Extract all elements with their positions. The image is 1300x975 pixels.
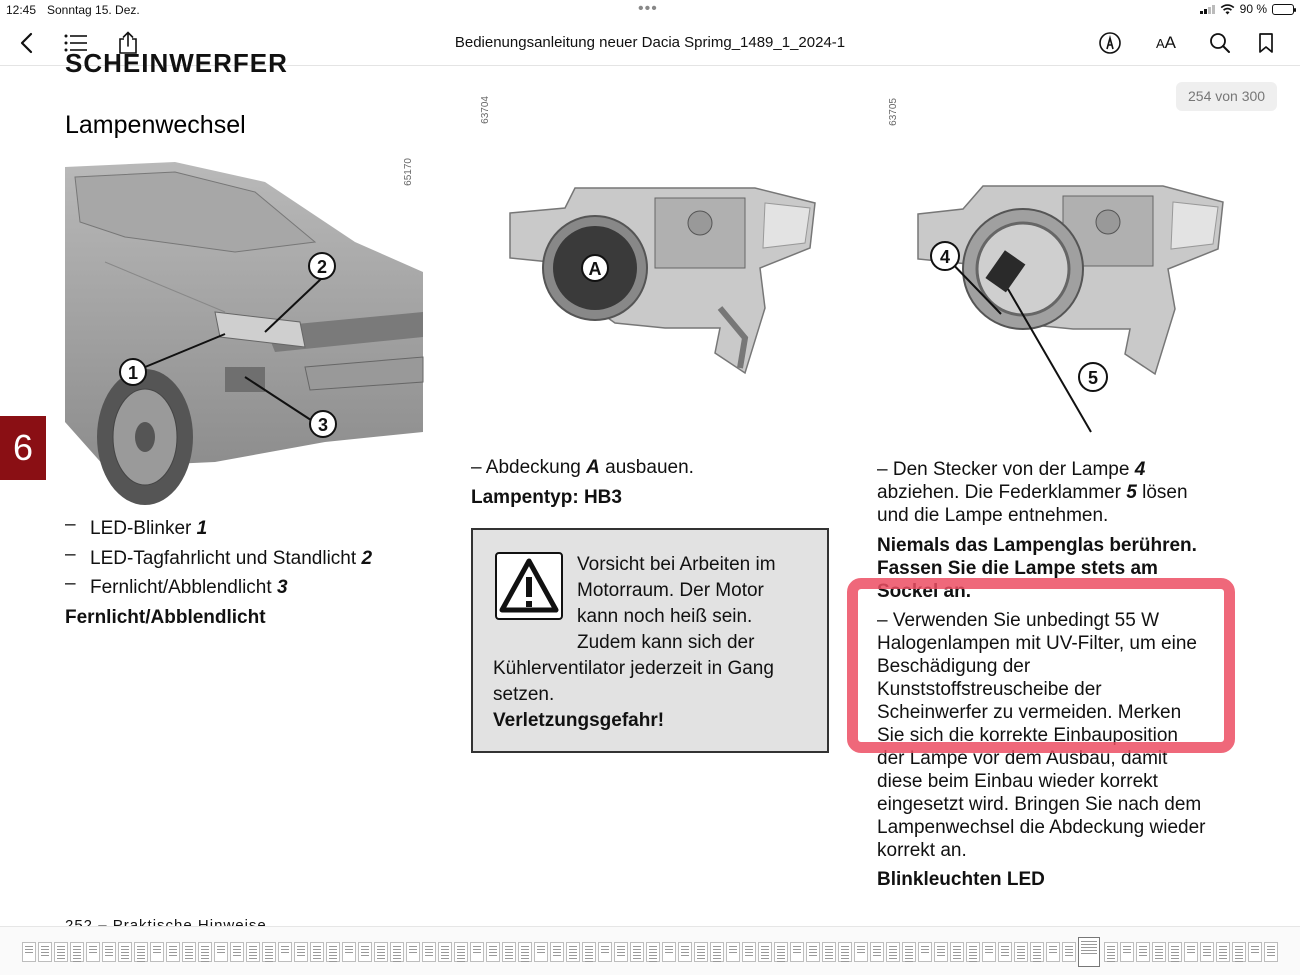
paragraph-line: Beschädigung der [877,656,1031,677]
figure-code: 63705 [888,98,899,126]
warning-line: Zudem kann sich der [577,632,755,653]
list-item-number: 3 [276,577,288,598]
callout-5-label: 5 [1087,368,1099,388]
instruction-unplug [877,458,1145,481]
page-counter: 254 von 300 [1176,82,1277,111]
page-thumbnail[interactable] [1104,942,1118,962]
page-thumbnail[interactable] [470,942,484,962]
callout-a-label: A [588,259,602,279]
instruction-text: lösen [1142,482,1188,503]
page-thumbnail[interactable] [294,942,308,962]
list-dash: – [65,544,76,565]
page-thumbnail[interactable] [278,942,292,962]
battery-icon [1272,4,1294,15]
chapter-tab: 6 [0,416,46,480]
page-thumbnail[interactable] [118,942,132,962]
page-thumbnail[interactable] [614,942,628,962]
page-thumbnail[interactable] [742,942,756,962]
page-thumbnail[interactable] [822,942,836,962]
list-item-text: Fernlicht/Abblendlicht [90,577,272,598]
list-item [65,514,425,542]
page-thumbnail[interactable] [1046,942,1060,962]
car-front-figure [65,162,423,507]
page-thumbnail[interactable] [166,942,180,962]
page-thumbnail[interactable] [790,942,804,962]
cut-heading: SCHEINWERFER [65,48,288,78]
warning-line: Vorsicht bei Arbeiten im [577,554,776,575]
status-right [1200,2,1294,16]
instruction-text: abziehen. Die Federklammer [877,482,1121,503]
page-thumbnail[interactable] [38,942,52,962]
document-title: Bedienungsanleitung neuer Dacia Sprimg_1489_1_2024-1 [454,34,846,51]
page-thumbnail[interactable] [326,942,340,962]
page-thumbnail[interactable] [966,942,980,962]
page-thumbnail[interactable] [646,942,660,962]
page-thumbnail[interactable] [982,942,996,962]
warning-danger: Verletzungsgefahr! [493,710,665,731]
page-thumbnail[interactable] [678,942,692,962]
instruction-prefix: – Abdeckung [471,457,581,478]
page-thumbnail[interactable] [1216,942,1230,962]
page-thumbnail[interactable] [134,942,148,962]
page-thumbnail[interactable] [1248,942,1262,962]
paragraph-line: der Lampe vor dem Ausbau, damit [877,748,1168,769]
page-thumbnail[interactable] [694,942,708,962]
battery-percent: 90 % [1239,2,1267,16]
page-thumbnail[interactable] [838,942,852,962]
callout-2-label: 2 [316,257,328,277]
page-thumbnail[interactable] [86,942,100,962]
instruction-number: 4 [1134,459,1146,480]
page-thumbnail[interactable] [1014,942,1028,962]
page-thumbnail[interactable] [726,942,740,962]
status-bar [0,0,1300,20]
page-thumbnail[interactable] [1200,942,1214,962]
search-icon[interactable] [1205,28,1235,58]
page-thumbnail[interactable] [502,942,516,962]
paragraph-line: diese beim Einbau wieder korrekt [877,771,1158,792]
paragraph-line: – Verwenden Sie unbedingt 55 W [877,610,1160,631]
page-thumbnail[interactable] [598,942,612,962]
list-item [65,544,425,572]
page-thumbnail[interactable] [566,942,580,962]
section-title: Lampenwechsel [65,111,246,139]
warning-line: Motorraum. Der Motor [577,580,764,601]
list-dash: – [65,573,76,594]
warning-line: kann noch heiß sein. [577,606,753,627]
page-thumbnail[interactable] [934,942,948,962]
bold-note-line: Fassen Sie die Lampe stets am [877,558,1158,579]
list-item [65,573,425,601]
paragraph-line: Kunststoffstreuscheibe der [877,679,1102,700]
warning-triangle-icon [495,552,563,620]
page-thumbnail[interactable] [550,942,564,962]
page-thumbnail[interactable] [518,942,532,962]
warning-line: Kühlerventilator jederzeit in Gang [493,658,774,679]
status-date: Sonntag 15. Dez. [47,3,140,17]
page-thumbnail[interactable] [902,942,916,962]
instruction-letter: A [586,457,600,478]
page-thumbnail[interactable] [1232,942,1246,962]
page-thumbnail[interactable] [1062,942,1076,962]
paragraph-line: eingesetzt wird. Bringen Sie nach dem [877,794,1202,815]
page-thumbnail[interactable] [758,942,772,962]
page-thumbnail[interactable] [262,942,276,962]
text-size-label: AA [1155,33,1176,52]
callout-1-label: 1 [127,363,139,383]
paragraph-line: korrekt an. [877,840,967,861]
page-thumbnail[interactable] [1184,942,1198,962]
page-thumbnail[interactable] [534,942,548,962]
page-thumbnail[interactable] [406,942,420,962]
page-thumbnail[interactable] [918,942,932,962]
page-thumbnail[interactable] [1264,942,1278,962]
text-size-icon[interactable] [1150,28,1182,58]
page-thumbnail[interactable] [230,942,244,962]
list-dash: – [65,514,76,535]
warning-line: setzen. [493,684,555,705]
page-thumbnail[interactable] [854,942,868,962]
page-thumbnail[interactable] [1136,942,1150,962]
page-thumbnail[interactable] [1120,942,1134,962]
bookmark-icon[interactable] [1251,28,1281,58]
page-thumbnail[interactable] [662,942,676,962]
page-thumbnail[interactable] [774,942,788,962]
instruction-number: 5 [1126,482,1137,503]
instruction-remove: und die Lampe entnehmen. [877,505,1109,526]
page-thumbnail[interactable] [54,942,68,962]
page-thumbnail[interactable] [950,942,964,962]
paragraph-line: Scheinwerfer zu vermeiden. Merken [877,702,1182,723]
bold-note-line: Sockel an. [877,581,971,602]
figure-code: 65170 [403,158,414,186]
lamp-type: Lampentyp: HB3 [471,487,622,508]
page-thumbnail[interactable] [374,942,388,962]
markup-icon[interactable] [1095,28,1125,58]
paragraph-line: Lampenwechsel die Abdeckung wieder [877,817,1206,838]
headlamp-cover-illustration [505,178,817,383]
page-thumbnail[interactable] [1030,942,1044,962]
car-front-illustration [65,162,423,507]
instruction-text: – Den Stecker von der Lampe [877,459,1130,480]
multitasking-dots-icon[interactable]: ••• [638,0,658,17]
list-item-text: LED-Tagfahrlicht und Standlicht [90,548,357,569]
document-page[interactable] [0,48,1300,926]
figure-code: 63704 [480,96,491,124]
page-thumbnail[interactable] [214,942,228,962]
headlamp-cover-figure [505,178,817,383]
page-thumbnail[interactable] [102,942,116,962]
page-thumbnail-strip[interactable] [0,926,1300,975]
paragraph-line: Sie sich die korrekte Einbauposition [877,725,1179,746]
list-item-number: 1 [196,518,208,539]
list-item-text: LED-Blinker [90,518,192,539]
instruction-clip [877,481,1188,504]
page-thumbnail[interactable] [998,942,1012,962]
page-thumbnail[interactable] [198,942,212,962]
page-thumbnail[interactable] [70,942,84,962]
page-thumbnail[interactable] [870,942,884,962]
subheading-led-indicators: Blinkleuchten LED [877,869,1045,890]
page-thumbnail[interactable] [22,942,36,962]
page-thumbnail[interactable] [150,942,164,962]
current-page-thumbnail[interactable] [1078,937,1100,967]
page-thumbnail[interactable] [710,942,724,962]
page-thumbnail[interactable] [182,942,196,962]
page-thumbnail[interactable] [582,942,596,962]
instruction-remove-cover [471,456,694,479]
page-thumbnail[interactable] [886,942,900,962]
callout-4-label: 4 [939,247,951,267]
page-thumbnail[interactable] [1152,942,1166,962]
page-thumbnail[interactable] [342,942,356,962]
callout-5 [1060,356,1120,396]
status-time: 12:45 [6,3,37,17]
signal-icon [1200,4,1215,14]
bold-note-line: Niemals das Lampenglas berühren. [877,535,1197,556]
warning-box [471,528,829,753]
page-thumbnail[interactable] [806,942,820,962]
callout-3-label: 3 [317,415,329,435]
page-thumbnail[interactable] [310,942,324,962]
page-thumbnail[interactable] [390,942,404,962]
highlight-annotation[interactable] [847,578,1235,753]
page-thumbnail[interactable] [358,942,372,962]
page-thumbnail[interactable] [246,942,260,962]
page-thumbnail[interactable] [454,942,468,962]
paragraph-line: Halogenlampen mit UV-Filter, um eine [877,633,1197,654]
page-thumbnail[interactable] [1168,942,1182,962]
list-item-number: 2 [361,548,373,569]
page-thumbnail[interactable] [438,942,452,962]
subheading-high-low-beam: Fernlicht/Abblendlicht [65,607,266,628]
instruction-suffix: ausbauen. [605,457,694,478]
page-thumbnail[interactable] [486,942,500,962]
wifi-icon [1220,4,1235,15]
page-thumbnail[interactable] [630,942,644,962]
page-thumbnail[interactable] [422,942,436,962]
